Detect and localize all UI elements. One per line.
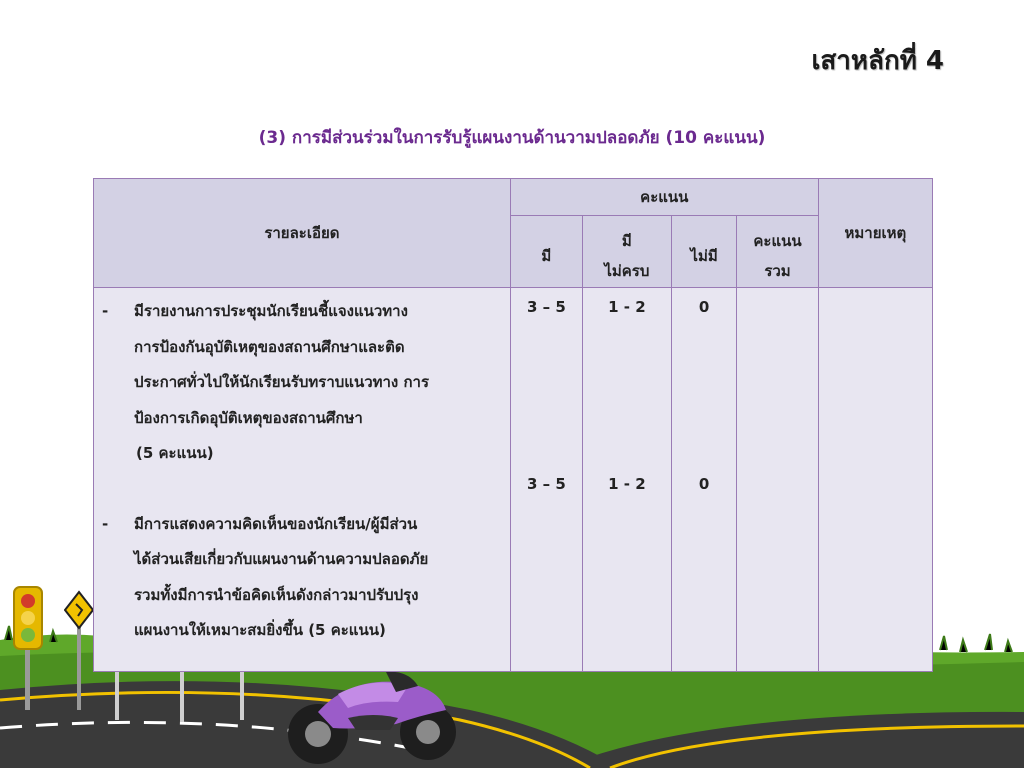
score-table — [93, 178, 933, 672]
slide-title: เสาหลักที่ 4 — [811, 46, 944, 76]
detail-cell — [94, 288, 511, 672]
bullet-dash: - — [102, 514, 109, 533]
score-value: 3 – 5 — [526, 475, 566, 493]
section-subtitle: (3) การมีส่วนร่วมในการรับรู้แผนงานด้านวามปลอดภัย (10 คะแนน) — [258, 128, 766, 148]
warning-sign-icon — [64, 590, 94, 710]
item-points-note: (5 คะแนน) — [136, 444, 214, 462]
header-points: คะแนน — [510, 179, 818, 216]
score-value: 1 - 2 — [608, 475, 646, 493]
header-has: มี — [510, 216, 582, 288]
header-partial: มี ไม่ครบ — [582, 216, 671, 288]
header-note: หมายเหตุ — [818, 179, 932, 288]
score-value: 3 – 5 — [526, 298, 566, 316]
partial-cell — [582, 288, 671, 672]
list-item — [102, 294, 502, 436]
motorcycle-icon — [278, 672, 468, 768]
traffic-light-icon — [8, 585, 48, 710]
score-value: 1 - 2 — [608, 298, 646, 316]
bullet-dash: - — [102, 302, 109, 320]
none-cell — [671, 288, 736, 672]
header-total: คะแนน รวม — [737, 216, 818, 288]
header-none: ไม่มี — [671, 216, 736, 288]
has-cell — [510, 288, 582, 672]
score-value: 0 — [698, 475, 710, 493]
score-value: 0 — [698, 298, 710, 316]
note-cell — [818, 288, 932, 672]
total-cell — [737, 288, 818, 672]
list-item — [102, 507, 502, 649]
item-text: มีการแสดงความคิดเห็นของนักเรียน/ผู้มีส่วน ได้ส่วนเสียเกี่ยวกับแผนงานด้านความปลอดภัย รวมทั้งมีการนำข้อคิดเห็นดังกล่าวมาปรับปรุง แผนงานให้เหมาะสมยิ่งขึ้น (5 คะแนน) — [134, 514, 429, 639]
item-text: มีรายงานการประชุมนักเรียนชี้แจงแนวทาง การป้องกันอุบัติเหตุของสถานศึกษาและติด ประกาศทั่วไปให้นักเรียนรับทราบแนวทาง การ ป้องการเกิดอุบัติเหตุของสถานศึกษา — [134, 302, 430, 427]
header-detail: รายละเอียด — [94, 179, 511, 288]
